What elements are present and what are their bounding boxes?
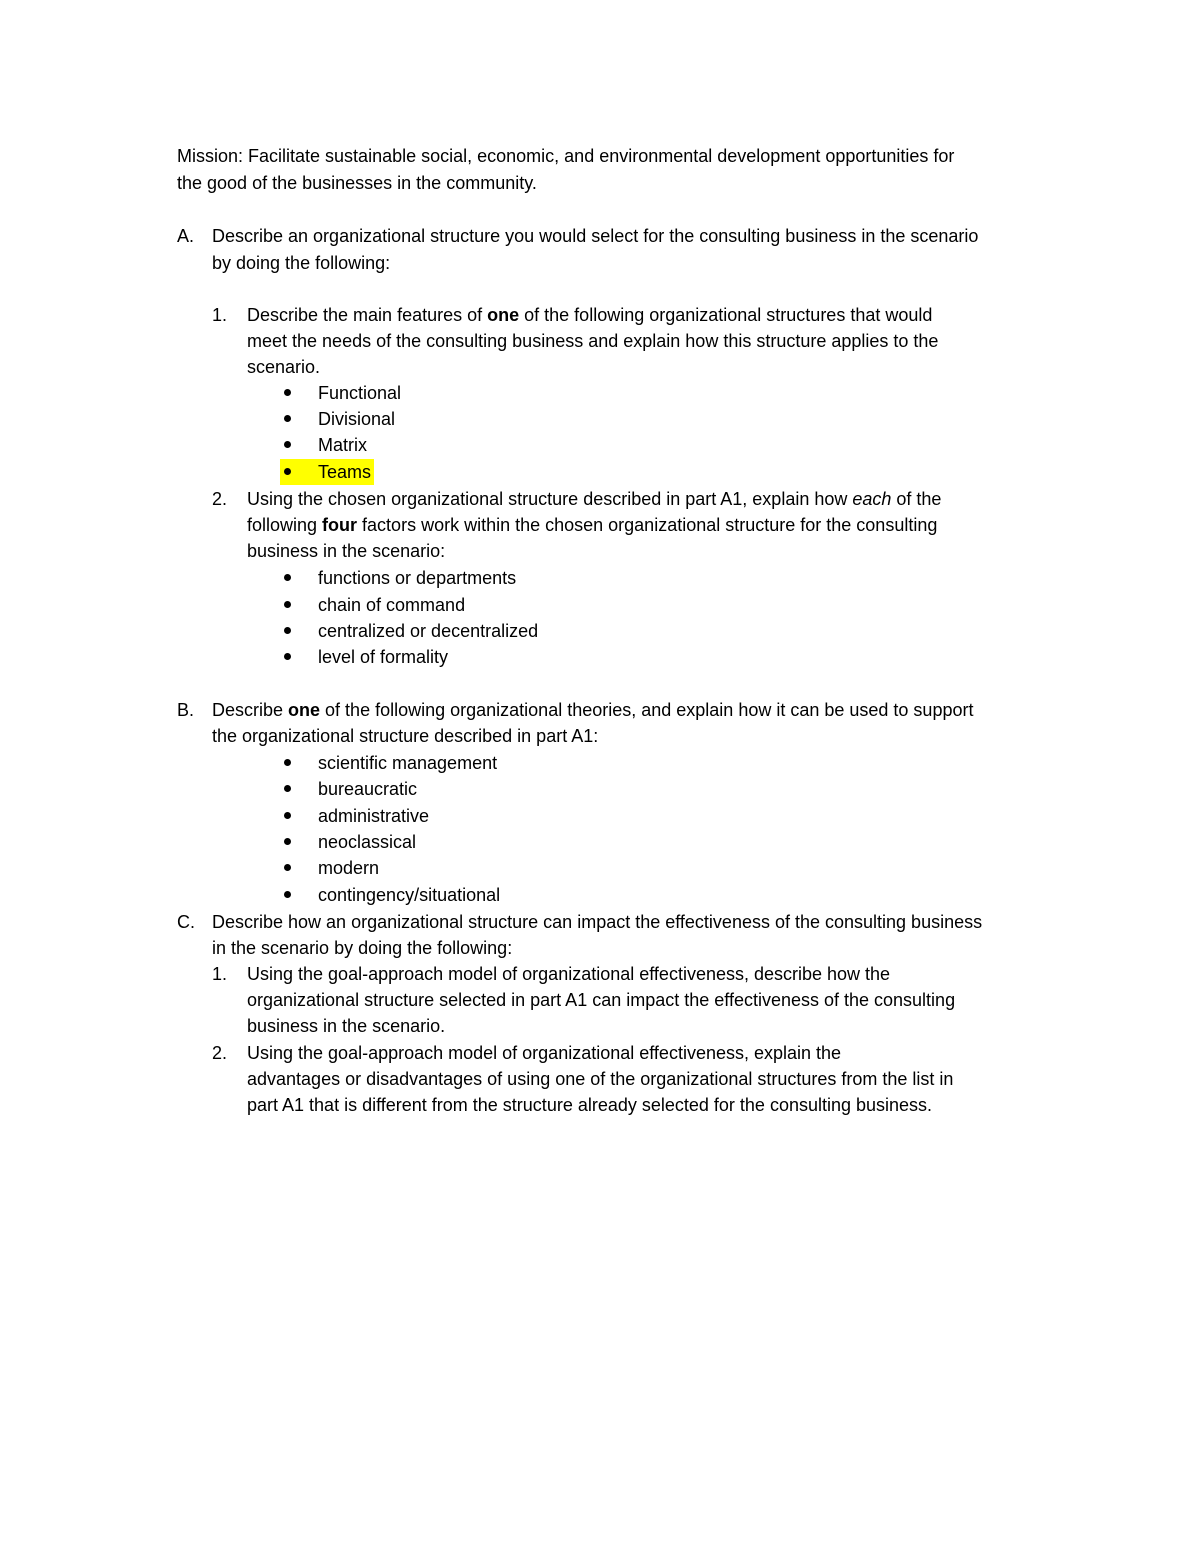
- section-a-item-1-line-2: meet the needs of the consulting business and explain how this structure applies to the: [247, 331, 939, 351]
- bullet-icon: [284, 415, 291, 422]
- bullet-icon: [284, 812, 291, 819]
- section-c-item-1-line-3: business in the scenario.: [247, 1016, 446, 1036]
- theory-item: scientific management: [318, 753, 498, 773]
- section-a-item-1-line-3: scenario.: [247, 357, 321, 377]
- section-a-line-1: Describe an organizational structure you would select for the consulting business in the scenario: [212, 226, 979, 246]
- mission-line-1: Mission: Facilitate sustainable social, economic, and environmental development opportunities for: [177, 146, 955, 166]
- factor-item: level of formality: [318, 647, 449, 667]
- bullet-icon: [284, 468, 291, 475]
- theory-item: modern: [318, 858, 380, 878]
- theory-item: neoclassical: [318, 832, 417, 852]
- structure-option: Divisional: [318, 409, 396, 429]
- bullet-icon: [284, 785, 291, 792]
- section-b-line-2: the organizational structure described in part A1:: [212, 726, 599, 746]
- theory-item: bureaucratic: [318, 779, 418, 799]
- section-a-marker: A.: [177, 226, 195, 246]
- bullet-icon: [284, 627, 291, 634]
- bullet-icon: [284, 864, 291, 871]
- section-c-item-1-marker: 1.: [212, 964, 228, 984]
- emphasis-each: each: [852, 489, 892, 509]
- section-a-item-1-marker: 1.: [212, 305, 228, 325]
- bullet-icon: [284, 574, 291, 581]
- section-c-line-2: in the scenario by doing the following:: [212, 938, 513, 958]
- section-c-item-2-line-3: part A1 that is different from the structure already selected for the consulting business.: [247, 1095, 933, 1115]
- text-run: following: [247, 515, 323, 535]
- section-c-item-2-marker: 2.: [212, 1043, 228, 1063]
- section-c-item-2-line-1: Using the goal-approach model of organizational effectiveness, explain the: [247, 1043, 842, 1063]
- section-a-item-2-line-3: business in the scenario:: [247, 541, 446, 561]
- structure-option-highlighted: Teams: [318, 462, 372, 482]
- section-c-item-1-line-1: Using the goal-approach model of organizational effectiveness, describe how the: [247, 964, 891, 984]
- bullet-icon: [284, 891, 291, 898]
- bullet-icon: [284, 389, 291, 396]
- theory-item: contingency/situational: [318, 885, 501, 905]
- emphasis-one: one: [288, 700, 321, 720]
- text-run: of the: [891, 489, 942, 509]
- structure-option: Functional: [318, 383, 402, 403]
- text-run: factors work within the chosen organizational structure for the consulting: [357, 515, 938, 535]
- emphasis-four: four: [322, 515, 358, 535]
- section-c-line-1: Describe how an organizational structure can impact the effectiveness of the consulting business: [212, 912, 983, 932]
- text-run: of the following organizational theories, and explain how it can be used to support: [320, 700, 974, 720]
- section-c-item-2-line-2: advantages or disadvantages of using one of the organizational structures from the list in: [247, 1069, 954, 1089]
- text-run: Describe the main features of: [247, 305, 488, 325]
- section-b-marker: B.: [177, 700, 195, 720]
- section-a-item-2-line-2: [247, 512, 937, 538]
- bullet-icon: [284, 441, 291, 448]
- factor-item: chain of command: [318, 595, 466, 615]
- section-a-item-1-line-1: [247, 302, 932, 328]
- factor-item: functions or departments: [318, 568, 517, 588]
- bullet-icon: [284, 601, 291, 608]
- section-a-item-2-line-1: [247, 486, 941, 512]
- text-run: of the following organizational structures that would: [519, 305, 933, 325]
- mission-line-2: the good of the businesses in the community.: [177, 173, 537, 193]
- section-c-item-1-line-2: organizational structure selected in part A1 can impact the effectiveness of the consulting: [247, 990, 956, 1010]
- structure-option: Matrix: [318, 435, 367, 455]
- section-b-line-1: [212, 697, 973, 723]
- theory-item: administrative: [318, 806, 430, 826]
- text-run: Using the chosen organizational structure described in part A1, explain how: [247, 489, 853, 509]
- section-a-line-2: by doing the following:: [212, 253, 391, 273]
- bullet-icon: [284, 838, 291, 845]
- emphasis-one: one: [487, 305, 520, 325]
- section-c-marker: C.: [177, 912, 195, 932]
- bullet-icon: [284, 759, 291, 766]
- section-a-item-2-marker: 2.: [212, 489, 228, 509]
- factor-item: centralized or decentralized: [318, 621, 539, 641]
- text-run: Describe: [212, 700, 289, 720]
- bullet-icon: [284, 653, 291, 660]
